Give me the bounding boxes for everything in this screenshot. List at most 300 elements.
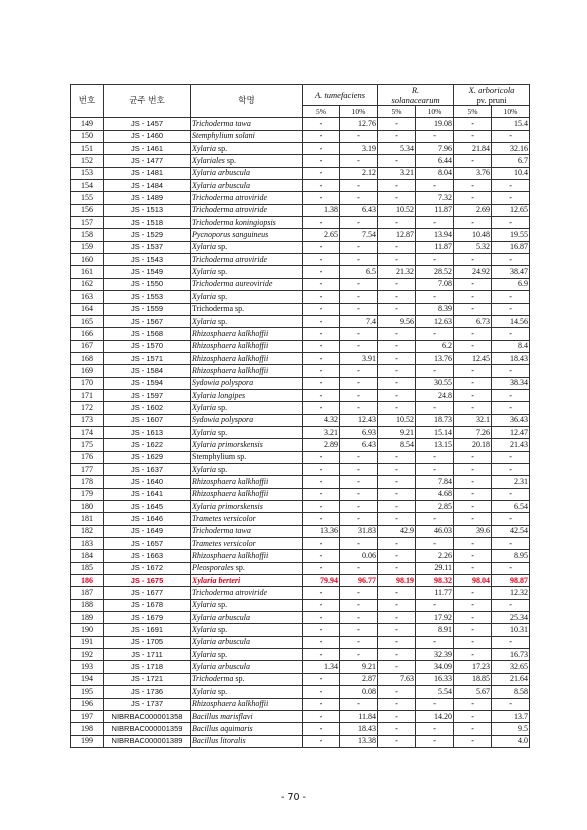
inhibition-value: -: [378, 612, 416, 624]
inhibition-value: 5.34: [378, 143, 416, 155]
inhibition-value: -: [340, 241, 378, 253]
row-number: 157: [71, 217, 104, 229]
inhibition-value: 98.87: [492, 575, 530, 587]
inhibition-value: 2.26: [416, 550, 454, 562]
row-number: 154: [71, 180, 104, 192]
row-number: 162: [71, 278, 104, 290]
inhibition-value: 8.39: [416, 303, 454, 315]
species-name: [191, 476, 303, 488]
inhibition-value: 30.55: [416, 377, 454, 389]
inhibition-value: 7.08: [416, 278, 454, 290]
species-name: [191, 143, 303, 155]
inhibition-value: 10.4: [492, 167, 530, 179]
table-row: [71, 328, 530, 340]
species-name: [191, 229, 303, 241]
inhibition-value: -: [378, 587, 416, 599]
table-row: [71, 636, 530, 648]
page-number: - 70 -: [281, 792, 306, 803]
inhibition-value: -: [340, 451, 378, 463]
inhibition-value: 32.39: [416, 649, 454, 661]
inhibition-value: 0.08: [340, 686, 378, 698]
species-sp-suffix: sp.: [235, 674, 245, 684]
inhibition-value: -: [378, 636, 416, 648]
inhibition-value: 8.95: [492, 550, 530, 562]
species-name: [191, 241, 303, 253]
table-row: [71, 562, 530, 574]
strain-id: JS - 1584: [104, 365, 191, 377]
inhibition-value: -: [492, 488, 530, 500]
header-r-solanacearum: [378, 85, 454, 106]
species-name: [191, 501, 303, 513]
inhibition-value: -: [340, 217, 378, 229]
species-name-text: Rhizosphaera kalkhoffii: [192, 551, 269, 561]
table-row: [71, 217, 530, 229]
strain-id: NIBRBAC000001359: [104, 723, 191, 735]
inhibition-value: -: [378, 624, 416, 636]
table-row: [71, 723, 530, 735]
strain-id: JS - 1672: [104, 562, 191, 574]
inhibition-value: -: [303, 550, 340, 562]
inhibition-value: 11.84: [340, 710, 378, 722]
inhibition-value: 8.91: [416, 624, 454, 636]
species-name: [191, 402, 303, 414]
inhibition-value: -: [492, 513, 530, 525]
row-number: 171: [71, 389, 104, 401]
header-pct: 5%: [303, 106, 340, 118]
header-a-tumefaciens-name: A. tumefaciens: [314, 90, 366, 100]
inhibition-value: -: [340, 501, 378, 513]
table-row: [71, 130, 530, 142]
inhibition-value: -: [454, 735, 492, 747]
row-number: 197: [71, 710, 104, 722]
inhibition-value: -: [303, 710, 340, 722]
table-row: [71, 377, 530, 389]
table-row: [71, 180, 530, 192]
species-name-text: Trametes versicolor: [192, 514, 256, 524]
inhibition-value: -: [416, 328, 454, 340]
inhibition-value: -: [378, 328, 416, 340]
row-number: 188: [71, 599, 104, 611]
inhibition-value: 13.76: [416, 352, 454, 364]
table-row: [71, 488, 530, 500]
table-row: [71, 291, 530, 303]
inhibition-value: 32.65: [492, 661, 530, 673]
inhibition-value: -: [303, 735, 340, 747]
inhibition-value: 6.54: [492, 501, 530, 513]
table-row: [71, 241, 530, 253]
species-name-text: Stemphylium sp.: [192, 452, 247, 462]
species-name-text: Xylariales: [192, 156, 225, 166]
inhibition-value: 42.54: [492, 525, 530, 537]
inhibition-value: 16.73: [492, 649, 530, 661]
strain-id: JS - 1513: [104, 204, 191, 216]
inhibition-value: 21.43: [492, 439, 530, 451]
species-name: [191, 661, 303, 673]
row-number: 149: [71, 118, 104, 130]
inhibition-value: -: [416, 365, 454, 377]
inhibition-value: 13.94: [416, 229, 454, 241]
row-number: 179: [71, 488, 104, 500]
species-name-text: Xylaria arbuscula: [192, 637, 250, 647]
inhibition-value: -: [454, 501, 492, 513]
species-name: [191, 710, 303, 722]
inhibition-value: 16.87: [492, 241, 530, 253]
inhibition-value: -: [378, 661, 416, 673]
strain-id: JS - 1484: [104, 180, 191, 192]
species-name-text: Pycnoporus sanguineus: [192, 230, 269, 240]
inhibition-value: -: [303, 451, 340, 463]
strain-id: JS - 1460: [104, 130, 191, 142]
inhibition-value: -: [416, 451, 454, 463]
inhibition-value: 12.43: [340, 414, 378, 426]
row-number: 189: [71, 612, 104, 624]
row-number: 196: [71, 698, 104, 710]
inhibition-value: -: [454, 155, 492, 167]
species-name: [191, 463, 303, 475]
strain-id: JS - 1646: [104, 513, 191, 525]
inhibition-value: -: [378, 365, 416, 377]
inhibition-value: -: [454, 278, 492, 290]
inhibition-value: -: [303, 254, 340, 266]
inhibition-value: -: [303, 118, 340, 130]
species-name-text: Trichoderma tawa: [192, 119, 251, 129]
species-name-text: Xylaria arbuscula: [192, 662, 250, 672]
inhibition-value: 3.19: [340, 143, 378, 155]
row-number: 176: [71, 451, 104, 463]
inhibition-value: 5.32: [454, 241, 492, 253]
header-pct: 10%: [340, 106, 378, 118]
inhibition-value: -: [454, 488, 492, 500]
inhibition-value: 6.43: [340, 439, 378, 451]
inhibition-value: -: [378, 476, 416, 488]
inhibition-value: -: [340, 562, 378, 574]
inhibition-value: -: [378, 562, 416, 574]
species-name: [191, 414, 303, 426]
species-sp-suffix: sp.: [218, 267, 228, 277]
inhibition-value: 6.44: [416, 155, 454, 167]
inhibition-value: -: [454, 649, 492, 661]
species-sp-suffix: sp.: [218, 686, 228, 696]
inhibition-value: -: [340, 377, 378, 389]
inhibition-value: -: [454, 291, 492, 303]
inhibition-value: -: [303, 143, 340, 155]
inhibition-value: 0.06: [340, 550, 378, 562]
inhibition-value: -: [454, 180, 492, 192]
inhibition-value: -: [416, 291, 454, 303]
inhibition-value: -: [416, 599, 454, 611]
inhibition-value: 4.68: [416, 488, 454, 500]
table-body: [71, 118, 530, 748]
strain-id: JS - 1607: [104, 414, 191, 426]
inhibition-value: -: [340, 698, 378, 710]
strain-id: JS - 1641: [104, 488, 191, 500]
inhibition-value: -: [303, 612, 340, 624]
strain-id: JS - 1675: [104, 575, 191, 587]
header-pct: 5%: [454, 106, 492, 118]
inhibition-value: -: [454, 389, 492, 401]
header-pct: 10%: [492, 106, 530, 118]
inhibition-value: 13.15: [416, 439, 454, 451]
table-row: [71, 673, 530, 685]
table-row: [71, 451, 530, 463]
inhibition-value: -: [303, 365, 340, 377]
species-name: [191, 266, 303, 278]
inhibition-value: -: [340, 291, 378, 303]
species-sp-suffix: sp.: [218, 402, 228, 412]
row-number: 165: [71, 315, 104, 327]
species-name: [191, 599, 303, 611]
inhibition-value: -: [340, 340, 378, 352]
species-name: [191, 118, 303, 130]
strain-id: NIBRBAC000001358: [104, 710, 191, 722]
inhibition-value: -: [303, 636, 340, 648]
species-name-text: Rhizosphaera kalkhoffii: [192, 489, 269, 499]
inhibition-value: -: [378, 254, 416, 266]
species-name: [191, 550, 303, 562]
inhibition-value: 2.89: [303, 439, 340, 451]
inhibition-value: -: [378, 451, 416, 463]
strain-id: JS - 1678: [104, 599, 191, 611]
inhibition-value: 12.76: [340, 118, 378, 130]
inhibition-value: -: [303, 501, 340, 513]
inhibition-value: -: [416, 463, 454, 475]
inhibition-value: -: [378, 217, 416, 229]
inhibition-value: 10.31: [492, 624, 530, 636]
inhibition-value: -: [378, 513, 416, 525]
inhibition-value: -: [303, 315, 340, 327]
table-row: [71, 155, 530, 167]
row-number: 174: [71, 426, 104, 438]
species-name: [191, 377, 303, 389]
row-number: 170: [71, 377, 104, 389]
inhibition-value: -: [340, 365, 378, 377]
row-number: 193: [71, 661, 104, 673]
inhibition-value: -: [303, 649, 340, 661]
inhibition-value: -: [303, 241, 340, 253]
inhibition-value: -: [340, 192, 378, 204]
species-name: [191, 278, 303, 290]
inhibition-value: -: [340, 649, 378, 661]
inhibition-value: 18.43: [340, 723, 378, 735]
species-name: [191, 587, 303, 599]
inhibition-value: -: [303, 599, 340, 611]
header-pct: 5%: [378, 106, 416, 118]
inhibition-value: 25.34: [492, 612, 530, 624]
row-number: 161: [71, 266, 104, 278]
strain-id: JS - 1597: [104, 389, 191, 401]
inhibition-value: 1.38: [303, 204, 340, 216]
inhibition-value: -: [303, 686, 340, 698]
table-row: [71, 229, 530, 241]
species-name-text: Trichoderma tawa: [192, 526, 251, 536]
inhibition-value: 12.45: [454, 352, 492, 364]
inhibition-value: -: [303, 698, 340, 710]
inhibition-value: 9.5: [492, 723, 530, 735]
inhibition-value: -: [378, 686, 416, 698]
table-header: [71, 85, 530, 118]
table-row: [71, 389, 530, 401]
species-name: [191, 204, 303, 216]
inhibition-value: -: [492, 291, 530, 303]
table-row: [71, 167, 530, 179]
species-name-text: Xylaria primorskensis: [192, 501, 263, 511]
inhibition-value: -: [492, 180, 530, 192]
species-name-text: Xylaria arbuscula: [192, 180, 250, 190]
table-row: [71, 365, 530, 377]
row-number: 177: [71, 463, 104, 475]
inhibition-value: 12.63: [416, 315, 454, 327]
inhibition-value: -: [303, 340, 340, 352]
inhibition-value: 15.14: [416, 426, 454, 438]
strain-id: JS - 1457: [104, 118, 191, 130]
row-number: 152: [71, 155, 104, 167]
species-name: [191, 439, 303, 451]
inhibition-value: 18.43: [492, 352, 530, 364]
species-name-text: Rhizosphaera kalkhoffii: [192, 365, 269, 375]
strain-id: JS - 1489: [104, 192, 191, 204]
inhibition-value: -: [454, 612, 492, 624]
inhibition-value: -: [378, 723, 416, 735]
inhibition-value: -: [340, 402, 378, 414]
species-name-text: Xylaria: [192, 427, 216, 437]
inhibition-value: -: [378, 698, 416, 710]
table-row: [71, 550, 530, 562]
strain-id: JS - 1549: [104, 266, 191, 278]
inhibition-value: -: [492, 192, 530, 204]
inhibition-value: -: [454, 538, 492, 550]
header-x-arboricola-name: X. arboricola: [468, 85, 515, 95]
strain-id: JS - 1629: [104, 451, 191, 463]
species-name: [191, 575, 303, 587]
inhibition-value: -: [340, 476, 378, 488]
species-sp-suffix: sp.: [218, 242, 228, 252]
strain-id: JS - 1461: [104, 143, 191, 155]
species-name-text: Trichoderma atroviride: [192, 588, 268, 598]
species-name-text: Xylaria arbuscula: [192, 612, 250, 622]
table-row: [71, 278, 530, 290]
strain-id: JS - 1637: [104, 463, 191, 475]
inhibition-value: 19.08: [416, 118, 454, 130]
species-name: [191, 612, 303, 624]
inhibition-value: 4.0: [492, 735, 530, 747]
inhibition-value: -: [416, 636, 454, 648]
row-number: 184: [71, 550, 104, 562]
inhibition-value: 98.04: [454, 575, 492, 587]
inhibition-value: 16.33: [416, 673, 454, 685]
inhibition-value: -: [454, 476, 492, 488]
row-number: 163: [71, 291, 104, 303]
strain-id: JS - 1553: [104, 291, 191, 303]
inhibition-value: -: [454, 513, 492, 525]
row-number: 160: [71, 254, 104, 266]
species-name-text: Trichoderma atroviride: [192, 205, 268, 215]
species-name-text: Xylaria longipes: [192, 390, 246, 400]
inhibition-value: -: [454, 562, 492, 574]
strain-id: JS - 1602: [104, 402, 191, 414]
species-name: [191, 513, 303, 525]
header-pct: 10%: [416, 106, 454, 118]
strain-id: JS - 1736: [104, 686, 191, 698]
inhibition-value: -: [303, 673, 340, 685]
inhibition-value: 38.34: [492, 377, 530, 389]
inhibition-value: -: [378, 538, 416, 550]
inhibition-value: -: [340, 389, 378, 401]
species-name: [191, 130, 303, 142]
inhibition-value: 11.87: [416, 204, 454, 216]
inhibition-value: -: [378, 352, 416, 364]
species-name-text: Xylaria berteri: [192, 575, 241, 585]
strain-id: JS - 1568: [104, 328, 191, 340]
inhibition-value: 17.92: [416, 612, 454, 624]
species-name-text: Xylaria: [192, 316, 216, 326]
inhibition-value: 3.91: [340, 352, 378, 364]
inhibition-value: 13.7: [492, 710, 530, 722]
inhibition-value: -: [303, 463, 340, 475]
strain-id: JS - 1571: [104, 352, 191, 364]
strain-id: JS - 1679: [104, 612, 191, 624]
row-number: 153: [71, 167, 104, 179]
inhibition-value: -: [303, 389, 340, 401]
inhibition-value: -: [492, 599, 530, 611]
inhibition-value: 13.36: [303, 525, 340, 537]
table-row: [71, 710, 530, 722]
inhibition-value: -: [454, 130, 492, 142]
inhibition-value: 39.6: [454, 525, 492, 537]
inhibition-value: 28.52: [416, 266, 454, 278]
table-row: [71, 118, 530, 130]
row-number: 168: [71, 352, 104, 364]
strain-id: JS - 1477: [104, 155, 191, 167]
species-sp-suffix: sp.: [218, 316, 228, 326]
row-number: 164: [71, 303, 104, 315]
inhibition-value: 7.26: [454, 426, 492, 438]
species-name: [191, 686, 303, 698]
species-sp-suffix: sp.: [218, 649, 228, 659]
inhibition-value: -: [340, 328, 378, 340]
inhibition-value: -: [303, 291, 340, 303]
table-row: [71, 204, 530, 216]
inhibition-value: 38.47: [492, 266, 530, 278]
inhibition-value: 8.4: [492, 340, 530, 352]
row-number: 178: [71, 476, 104, 488]
table-row: [71, 192, 530, 204]
strain-id: JS - 1705: [104, 636, 191, 648]
inhibition-value: 10.52: [378, 204, 416, 216]
strain-id: JS - 1645: [104, 501, 191, 513]
row-number: 186: [71, 575, 104, 587]
inhibition-value: -: [340, 612, 378, 624]
species-name: [191, 303, 303, 315]
inhibition-value: -: [416, 130, 454, 142]
inhibition-value: -: [454, 451, 492, 463]
inhibition-value: -: [492, 389, 530, 401]
inhibition-value: 6.9: [492, 278, 530, 290]
strain-id: JS - 1649: [104, 525, 191, 537]
inhibition-value: -: [378, 340, 416, 352]
inhibition-value: 3.76: [454, 167, 492, 179]
inhibition-value: 11.87: [416, 241, 454, 253]
inhibition-value: 3.21: [303, 426, 340, 438]
inhibition-value: -: [303, 192, 340, 204]
inhibition-value: -: [378, 278, 416, 290]
table-row: [71, 513, 530, 525]
inhibition-value: -: [454, 377, 492, 389]
strain-id: JS - 1613: [104, 426, 191, 438]
inhibition-value: -: [303, 476, 340, 488]
strain-id: JS - 1711: [104, 649, 191, 661]
inhibition-value: -: [378, 501, 416, 513]
inhibition-value: 31.83: [340, 525, 378, 537]
